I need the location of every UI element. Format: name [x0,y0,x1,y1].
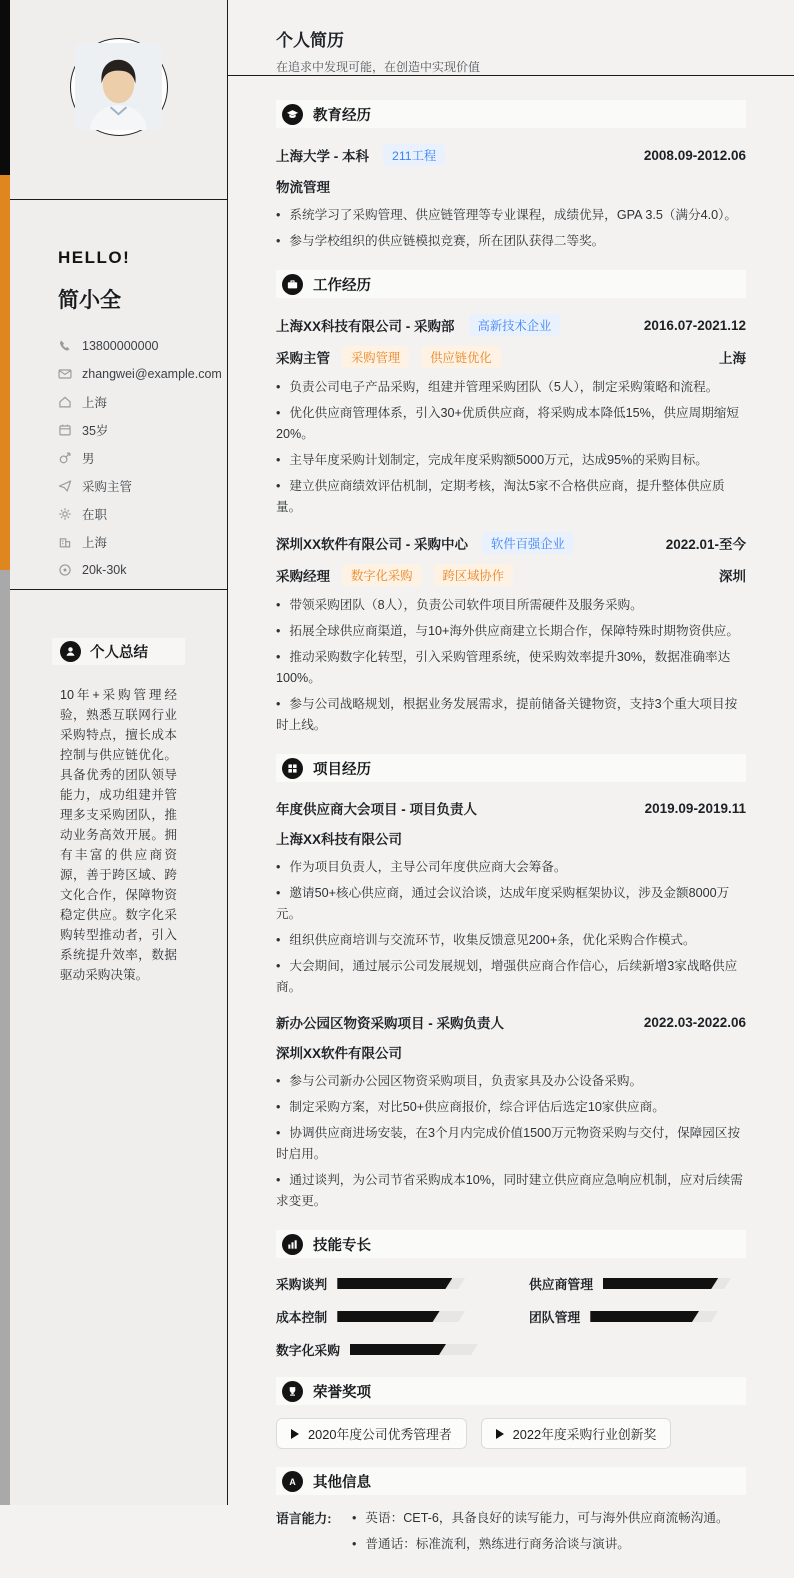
main-body [228,76,794,1578]
bar-chart-icon [282,1234,303,1255]
section-header-other [276,1467,746,1495]
contact-age [58,416,203,444]
bullet-dot: • [276,860,281,874]
bullet-dot: • [276,406,281,420]
resume-header [228,0,794,76]
bullet-dot: • [276,624,281,638]
bullet-item: • 系统学习了采购管理、供应链管理等专业课程，成绩优异，GPA 3.5（满分4.0）。 [276,208,738,222]
company-tag: 高新技术企业 [469,314,561,336]
contact-text: 35岁 [82,424,109,438]
entry-row [276,828,746,848]
bullet-list [276,857,746,998]
section-title: 荣誉奖项 [313,1384,371,1401]
salary-icon [58,563,72,577]
bullet-item: • 组织供应商培训与交流环节，收集反馈意见200+条，优化采购合作模式。 [276,933,696,947]
major-name: 物流管理 [276,180,330,195]
skill-label: 供应商管理 [529,1277,593,1292]
contact-location [58,388,203,416]
contact-text: 13800000000 [82,339,159,353]
skill-label: 团队管理 [529,1310,581,1325]
entry-row [276,798,746,818]
trophy-icon [282,1381,303,1402]
summary-header [52,638,185,665]
project-name: 年度供应商大会项目 - 项目负责人 [276,802,477,817]
section-title: 工作经历 [313,277,371,294]
award-text: 2022年度采购行业创新奖 [512,1427,657,1442]
home-icon [58,395,72,409]
bullet-dot: • [276,208,281,222]
entry-row [276,1042,746,1062]
sidebar [10,0,228,1505]
summary-text: 10年+采购管理经验，熟悉互联网行业采购特点，擅长成本控制与供应链优化。具备优秀的团队领导能力，成功组建并管理多支采购团队，推动业务高效开展。拥有丰富的供应商资源，善于跨区域、跨文化合作，保障物资稳定供应。数字化采购转型推动者，引入系统提升效率，数据驱动采购决策。 [60,688,177,982]
contact-city [58,528,203,556]
entry-row [276,144,746,166]
entry-row [276,1012,746,1032]
skill-bar-track [603,1278,731,1289]
bullet-dot: • [352,1537,357,1551]
bullet-dot: • [276,697,281,711]
bullet-item: • 带领采购团队（8人），负责公司软件项目所需硬件及服务采购。 [276,598,643,612]
skill-bar-track [337,1311,465,1322]
entry-row [276,314,746,336]
person-icon [60,641,81,662]
section-education [276,100,746,252]
project-entry [276,1012,746,1212]
main-column [228,0,794,1551]
bullet-item: • 通过谈判，为公司节省采购成本10%，同时建立供应商应急响应机制，应对后续需求变更。 [276,1173,743,1208]
section-other [276,1467,746,1560]
page-subtitle: 在追求中发现可能，在创造中实现价值 [276,60,481,74]
candidate-name: 简小全 [58,289,121,312]
position-title: 采购经理 [276,569,330,584]
play-icon [496,1429,504,1439]
email-icon [58,367,72,381]
entry-date: 2016.07-2021.12 [643,317,746,333]
contact-status [58,500,203,528]
section-projects [276,754,746,1212]
summary-card [10,590,227,1505]
bullet-item: • 主导年度采购计划制定，完成年度采购额5000万元，达成95%的采购目标。 [276,453,708,467]
section-header-awards [276,1377,746,1405]
work-entry [276,314,746,518]
award-chip [481,1418,672,1449]
school-tag: 211工程 [383,144,445,166]
bullet-dot: • [276,380,281,394]
photo-card [10,0,227,200]
bullet-dot: • [276,598,281,612]
award-chip [276,1418,467,1449]
contact-text: 在职 [82,508,108,522]
bullet-item: • 制定采购方案，对比50+供应商报价，综合评估后选定10家供应商。 [276,1100,665,1114]
bullet-list [276,1071,746,1212]
section-title: 项目经历 [313,761,371,778]
work-entry [276,532,746,736]
entry-date: 2019.09-2019.11 [644,800,746,816]
award-text: 2020年度公司优秀管理者 [308,1427,452,1442]
project-company: 深圳XX软件有限公司 [276,1046,403,1061]
section-header-projects [276,754,746,782]
contact-text: 采购主管 [82,480,133,494]
company-tag: 软件百强企业 [482,532,574,554]
contact-text: 男 [82,452,95,466]
rail-segment-gray [0,570,10,1505]
entry-date: 2022.01-至今 [665,537,746,552]
skill-item [276,1340,493,1359]
contact-phone [58,332,203,360]
education-entry [276,144,746,252]
entry-date: 2022.03-2022.06 [643,1014,746,1030]
section-awards [276,1377,746,1449]
skill-label: 成本控制 [276,1310,328,1325]
position-title: 采购主管 [276,351,330,366]
bullet-item: • 拓展全球供应商渠道，与10+海外供应商建立长期合作，保障特殊时期物资供应。 [276,624,739,638]
skill-item [529,1274,746,1293]
accent-rail [0,0,10,1505]
project-name: 新办公园区物资采购项目 - 采购负责人 [276,1016,504,1031]
bullet-dot: • [352,1511,357,1525]
skill-label: 数字化采购 [276,1343,340,1358]
entry-location: 上海 [719,351,746,366]
school-name: 上海大学 - 本科 [276,149,369,164]
contact-text: zhangwei@example.com [82,367,222,381]
bullet-dot: • [276,1173,281,1187]
education-icon [282,104,303,125]
bullet-item: • 参与公司新办公园区物资采购项目，负责家具及办公设备采购。 [276,1074,643,1088]
bullet-item: • 协调供应商进场安装，在3个月内完成价值1500万元物资采购与交付，保障园区按时启用。 [276,1126,741,1161]
skill-item [276,1307,493,1326]
bullet-list [276,595,746,736]
position-tag: 采购管理 [342,346,409,368]
bullet-item: • 参与公司战略规划，根据业务发展需求，提前储备关键物资，支持3个重大项目按时上线。 [276,697,738,732]
award-chips [276,1418,746,1449]
skill-bar-fill [603,1278,718,1289]
project-entry [276,798,746,998]
entry-row [276,346,746,368]
company-name: 上海XX科技有限公司 - 采购部 [276,319,455,334]
section-header-skills [276,1230,746,1258]
bullet-list [276,205,746,252]
position-tag: 跨区域协作 [434,564,514,586]
info-icon [282,1471,303,1492]
bullet-item: • 参与学校组织的供应链模拟竞赛，所在团队获得二等奖。 [276,234,605,248]
bullet-dot: • [276,453,281,467]
contact-text: 20k-30k [82,563,127,577]
bullet-item: • 大会期间，通过展示公司发展规划，增强供应商合作信心，后续新增3家战略供应商。 [276,959,738,994]
bullet-item: • 建立供应商绩效评估机制，定期考核，淘汰5家不合格供应商，提升整体供应质量。 [276,479,725,514]
contact-position [58,472,203,500]
hello-text: HELLO! [58,248,131,267]
gender-icon [58,451,72,465]
bullet-list [276,377,746,518]
contact-text: 上海 [82,396,108,410]
summary-title: 个人总结 [90,645,148,661]
bullet-item: • 普通话：标准流利，熟练进行商务洽谈与演讲。 [352,1537,630,1551]
language-label: 语言能力: [276,1511,332,1526]
city-icon [58,535,72,549]
language-row [276,1508,746,1560]
bullet-dot: • [276,1126,281,1140]
contact-email [58,360,222,388]
contact-gender [58,444,203,472]
bullet-dot: • [276,959,281,973]
hello-card [10,200,227,590]
bullet-dot: • [276,234,281,248]
skill-item [529,1307,746,1326]
skill-bar-track [590,1311,718,1322]
status-icon [58,507,72,521]
svg-text:A: A [289,1476,296,1487]
briefcase-icon [282,274,303,295]
entry-row [276,564,746,586]
bullet-dot: • [276,886,281,900]
bullet-item: • 优化供应商管理体系，引入30+优质供应商，将采购成本降低15%，供应周期缩短20%。 [276,406,739,441]
project-company: 上海XX科技有限公司 [276,832,403,847]
section-title: 其他信息 [313,1474,371,1491]
skill-label: 采购谈判 [276,1277,328,1292]
skill-bar-fill [337,1311,439,1322]
skills-grid [276,1274,746,1359]
skill-bar-fill [350,1344,446,1355]
rail-segment-orange [0,175,10,570]
position-tag: 供应链优化 [421,346,501,368]
entry-date: 2008.09-2012.06 [643,147,746,163]
position-icon [58,479,72,493]
entry-row [276,176,746,196]
section-title: 技能专长 [313,1237,371,1254]
section-header-education [276,100,746,128]
skill-bar-track [337,1278,465,1289]
position-tag: 数字化采购 [342,564,422,586]
section-skills [276,1230,746,1359]
skill-bar-track [350,1344,478,1355]
entry-location: 深圳 [719,569,746,584]
bullet-dot: • [276,1074,281,1088]
bullet-item: • 推动采购数字化转型，引入采购管理系统，使采购效率提升30%，数据准确率达100%。 [276,650,731,685]
contact-list [58,332,222,584]
bullet-dot: • [276,479,281,493]
avatar [75,43,162,130]
bullet-dot: • [276,1100,281,1114]
contact-text: 上海 [82,536,108,550]
section-header-work [276,270,746,298]
bullet-item: • 英语：CET-6，具备良好的读写能力，可与海外供应商流畅沟通。 [352,1511,729,1525]
section-title: 教育经历 [313,107,371,124]
play-icon [291,1429,299,1439]
bullet-dot: • [276,650,281,664]
section-work [276,270,746,736]
bullet-item: • 负责公司电子产品采购，组建并管理采购团队（5人），制定采购策略和流程。 [276,380,719,394]
bullet-item: • 作为项目负责人，主导公司年度供应商大会筹备。 [276,860,567,874]
phone-icon [58,339,72,353]
skill-bar-fill [337,1278,452,1289]
bullet-dot: • [276,933,281,947]
avatar-ring [70,38,168,136]
rail-segment-black [0,0,10,175]
bullet-item: • 邀请50+核心供应商，通过会议洽谈，达成年度采购框架协议，涉及金额8000万元。 [276,886,730,921]
contact-salary [58,556,203,584]
language-bullets [352,1508,729,1560]
skill-item [276,1274,493,1293]
page-title: 个人简历 [276,31,344,50]
skill-bar-fill [590,1311,699,1322]
entry-row [276,532,746,554]
company-name: 深圳XX软件有限公司 - 采购中心 [276,537,469,552]
age-icon [58,423,72,437]
grid-icon [282,758,303,779]
